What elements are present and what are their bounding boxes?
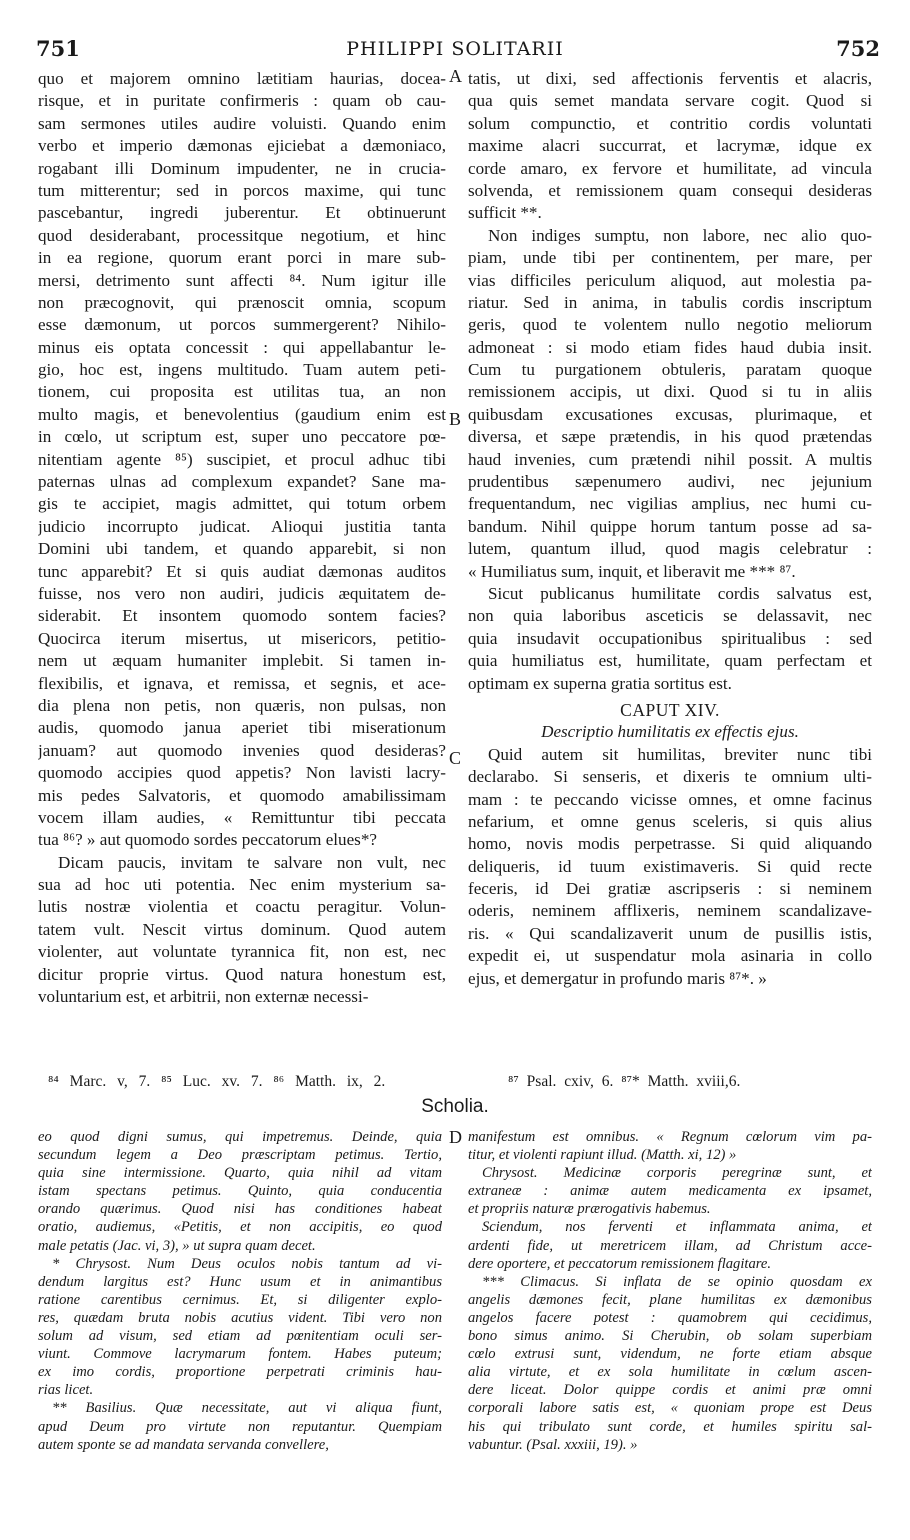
paragraph	[468, 583, 872, 695]
text-line: violenter, aut voluntate tyrannica fit, non est, nec	[38, 942, 446, 962]
text-line: corporali labore satis est, « quoniam prope est Deus	[468, 1400, 872, 1417]
text-line: cœlo extrusi sunt, videndum, ne forte etiam absque	[468, 1346, 872, 1363]
text-line: quia sine intermissione. Quarto, quia nihil ad vitam	[38, 1165, 442, 1182]
text-line: multo magis, et benevolentius (gaudium enim est	[38, 404, 446, 424]
text-line: mis pedes Salvatoris, et quomodo amabilissimam	[38, 785, 446, 805]
text-line: bono simus animo. Si Cherubin, ob solam superbiam	[468, 1328, 872, 1345]
text-line: oderis, neminem afflixeris, neminem scandalizave-	[468, 901, 872, 921]
text-line: riatur. Sed in anima, in tabulis cordis inscriptum	[468, 292, 872, 312]
running-header	[30, 36, 880, 66]
text-line: manifestum est omnibus. « Regnum cœlorum vim pa-	[468, 1129, 872, 1145]
text-line: optimam ex superna gratia sortitus est.	[468, 673, 732, 693]
text-line: vias difficiles periculum aliquod, aut molestia pa-	[468, 270, 872, 290]
text-line: in ea regione, quorum erant porci in mare sub-	[38, 248, 446, 268]
text-line: angelos facere potest : quamobrem qui cecidimus,	[468, 1309, 872, 1326]
text-line: declarabo. Si senseris, et dixeris te omnium ulti-	[468, 767, 872, 787]
text-line: ris. « Qui scandalizaverit unum de pusillis istis,	[468, 923, 872, 943]
text-line: risque, et in puritate confirmeris : quam ob cau-	[38, 91, 446, 111]
text-line: flexibilis, et ignava, et remissa, et segnis, et ace-	[38, 673, 446, 693]
text-line: vabuntur. (Psal. xxxiii, 19). »	[468, 1436, 638, 1453]
text-line: admoneat : si modo etiam fides haud dubia insit.	[468, 337, 872, 357]
text-line: paternas ulnas ad complexum expandet? Sane ma-	[38, 472, 446, 492]
footnote-right: ⁸⁷ Psal. cxiv, 6. ⁸⁷* Matth. xviii,6.	[508, 1073, 741, 1090]
text-line: frequentandum, nec vigilias amplius, nec humi cu-	[468, 494, 872, 514]
text-line: judicio incorrupto judicat. Alioqui justitia tanta	[38, 516, 446, 536]
margin-marker-d: D	[449, 1127, 462, 1147]
text-line: Sicut publicanus humilitate cordis salvatus est,	[488, 583, 872, 603]
text-line: piam, unde tibi per continentem, per mare, per	[468, 248, 872, 268]
scholia-right-column	[468, 1128, 872, 1508]
text-line: viunt. Commove lacrymarum fontem. Habes puteum;	[38, 1346, 442, 1363]
text-line: mersi, detrimento sunt affecti ⁸⁴. Num igitur ille	[38, 270, 446, 290]
text-line: sua ad hoc uti potentia. Nec enim mysterium sa-	[38, 875, 446, 895]
text-line: quod desiderabant, processitque negotium, et hinc	[38, 225, 446, 245]
page-number-right: 752	[836, 36, 880, 61]
text-line: esse dæmonum, ut porcos summergerent? Nihilo-	[38, 315, 446, 335]
text-line: ejus, et demergatur in profundo maris ⁸⁷*. »	[468, 968, 767, 988]
text-line: alia virtute, et ex sola humilitate in cœlum ascen-	[468, 1364, 872, 1381]
text-line: verbo et imperio dæmonas ejiciebat a dæmoniaco,	[38, 136, 446, 156]
text-line: extraneæ : animæ autem medicamenta ex ipsamet,	[468, 1183, 872, 1200]
text-line: Quocirca iterum misertus, ut misericors, petitio-	[38, 628, 446, 648]
chapter-heading: CAPUT XIV.	[620, 699, 720, 720]
text-line: dendum largitus est? Hunc usum et in animantibus	[38, 1273, 442, 1290]
text-line: quia insudavit occupationibus spiritualibus : sed	[468, 628, 872, 648]
text-line: corde amaro, ex fervore et humilitate, ad vincula	[468, 158, 872, 178]
left-text-column	[38, 68, 446, 1070]
text-line: res, quædam bruta nobis acutius vident. Tibi vero non	[38, 1309, 442, 1326]
text-line: tionem, cui proposita est utilitas tua, an non	[38, 382, 446, 402]
text-line: secundum legem a Deo præscriptam petimus. Tertio,	[38, 1147, 442, 1164]
text-line: tunc apparebit? Et si quis audiat dæmonas auditos	[38, 561, 446, 581]
text-line: mam : te peccando vicisse omnes, et omne facinus	[468, 789, 872, 809]
text-line: dicitur proprie virtus. Quod natura honestum est,	[38, 964, 446, 984]
text-line: gis te accipiet, magis admittet, qui totum orbem	[38, 494, 446, 514]
text-line: quibusdam excusationes excusas, plurimaque, et	[468, 404, 872, 424]
text-line: rias licet.	[38, 1382, 94, 1399]
text-line: istam spectans petimus. Quinto, quia conducentia	[38, 1183, 442, 1200]
text-line: his qui tribulato sunt corde, et humiles spiritu sal-	[468, 1418, 872, 1435]
paragraph	[468, 68, 872, 225]
text-line: « Humiliatus sum, inquit, et liberavit me *** ⁸⁷.	[468, 561, 796, 581]
footnotes	[38, 1073, 872, 1097]
text-line: haud invenies, cum prætendi nihil possit. A multis	[468, 449, 872, 469]
text-line: solum compunctio, et contritio cordis voluntati	[468, 113, 872, 133]
text-line: maxime alacri succurrat, et lacrymæ, idque ex	[468, 136, 872, 156]
text-line: Domini ubi tandem, et quando apparebit, si non	[38, 539, 446, 559]
text-line: dere oportere, et peccatorum remissionem flagitare.	[468, 1255, 772, 1272]
running-title: PHILIPPI SOLITARII	[346, 38, 564, 60]
text-line: sam sermones utiles audire voluisti. Quando enim	[38, 113, 446, 133]
text-line: quo et majorem omnino lætitiam haurias, docea-	[38, 69, 446, 88]
scholia-title: Scholia.	[421, 1096, 489, 1117]
text-line: solvenda, et remissionem quam consequi desideras	[468, 180, 872, 200]
text-line: eo quod digni sumus, qui impetremus. Deinde, quia	[38, 1129, 442, 1145]
text-line: minus eis optata concessit : qui appellabantur le-	[38, 337, 446, 357]
text-line: orando quærimus. Quod nisi has conditiones habeat	[38, 1201, 442, 1218]
text-line: ** Basilius. Quæ necessitate, aut vi aliqua fiunt,	[52, 1400, 442, 1417]
text-line: tatis, ut dixi, sed affectionis ferventis et alacris,	[468, 69, 872, 88]
text-line: non quia laboribus asceticis se delassavit, nec	[468, 606, 872, 626]
text-line: feceris, id Dei gratiæ ascripseris : si neminem	[468, 879, 872, 899]
text-line: gio, hoc est, ingens multitudo. Tuam autem peti-	[38, 360, 446, 380]
text-line: Chrysost. Medicinæ corporis peregrinæ sunt, et	[482, 1165, 872, 1182]
text-line: remissionem accipis, ut dixi. Quod si tu in aliis	[468, 382, 872, 402]
text-line: januam? aut quomodo invenies quod desideras?	[38, 740, 446, 760]
text-line: nitentiam agente ⁸⁵) suscipiet, et procul adhuc tibi	[38, 449, 446, 469]
text-line: bandum. Nihil quippe horum tantum posse ad sa-	[468, 516, 872, 536]
scholia-left-column	[38, 1128, 442, 1508]
text-line: homo, novis modis perpetrasse. Si quid aliquando	[468, 834, 872, 854]
text-line: ardenti fide, ut meretricem illam, ad Christum acce-	[468, 1237, 872, 1254]
paragraph	[468, 744, 872, 990]
text-line: audis, quomodo janua aperiet tibi miserationum	[38, 718, 446, 738]
text-line: apud Deum pro virtute non reputantur. Quempiam	[38, 1418, 442, 1435]
margin-marker-a: A	[449, 66, 462, 86]
text-line: non præcognovit, qui prænoscit omnia, scopum	[38, 292, 446, 312]
text-line: in cœlo, ut scriptum est, super uno peccatore pœ-	[38, 427, 446, 447]
text-line: angelis dæmones fecit, plane humilitas ex dæmonibus	[468, 1291, 872, 1308]
text-line: quia humiliatus est, humilitate, quam perfectam et	[468, 651, 872, 671]
text-line: fuisse, nos vero non audiri, judicis æquitatem de-	[38, 583, 446, 603]
text-line: Sciendum, nos ferventi et inflammata anima, et	[482, 1219, 872, 1236]
text-line: rogabant illi Dominum impudenter, ne in crucia-	[38, 158, 446, 178]
text-line: Non indiges sumptu, non labore, nec alio quo-	[488, 225, 872, 245]
text-line: tua ⁸⁶? » aut quomodo sordes peccatorum elues*?	[38, 830, 377, 850]
text-line: tatem vult. Nescit virtus dominum. Quod autem	[38, 919, 446, 939]
text-line: nefarium, et omne genus sceleris, si quis alius	[468, 811, 872, 831]
text-line: autem sponte se ad mandata servanda convellere,	[38, 1436, 329, 1453]
text-line: prudentibus sæpenumero audivi, nec jejunium	[468, 472, 872, 492]
text-line: expedit ei, ut suspendatur mola asinaria in collo	[468, 946, 872, 966]
text-line: oratio, audiemus, «Petitis, et non accipitis, eo quod	[38, 1219, 442, 1236]
text-line: dia plena non petis, non quæris, non pulsas, non	[38, 695, 446, 715]
text-line: quomodo accipies quod appetis? Non lavisti lacry-	[38, 763, 446, 783]
text-line: diversa, et sæpe prætendis, in his quod prætendas	[468, 427, 872, 447]
text-line: dere liceat. Dolor quippe cordis et animi præ omni	[468, 1382, 872, 1399]
right-text-column	[468, 68, 872, 1070]
text-line: sufficit **.	[468, 203, 542, 223]
text-line: qua quis semet mandata servare cogit. Quod si	[468, 91, 872, 111]
text-line: solum ad visum, sed etiam ad pœnitentiam oculi ser-	[38, 1328, 442, 1345]
chapter-subtitle: Descriptio humilitatis ex effectis ejus.	[541, 722, 799, 742]
text-line: siderabit. Et insontem quomodo sontem facies?	[38, 606, 446, 626]
margin-marker-c: C	[449, 748, 462, 768]
text-line: Dicam paucis, invitam te salvare non vult, nec	[58, 852, 446, 872]
text-line: male petatis (Jac. vi, 3), » ut supra quam decet.	[38, 1237, 316, 1254]
text-line: * Chrysost. Num Deus oculos nobis tantum ad vi-	[52, 1255, 442, 1272]
text-line: Cum tu purgationem obtuleris, paratam quoque	[468, 360, 872, 380]
text-line: vocem illam audies, « Remittuntur tibi peccata	[38, 807, 446, 827]
text-line: ex imo cordis, proportione perpetrati criminis hau-	[38, 1364, 442, 1381]
text-line: voluntarium est, et arbitrii, non externæ necessi-	[38, 987, 369, 1007]
text-line: pascebantur, ingredi juberentur. Et obtinuerunt	[38, 203, 446, 223]
text-line: deliqueris, id tuum existimaveris. Si quid recte	[468, 856, 872, 876]
text-line: et propriis naturæ prærogativis habemus.	[468, 1201, 711, 1218]
text-line: titur, et violenti rapiunt illud. (Matth. xi, 12) »	[468, 1147, 737, 1164]
margin-marker-b: B	[449, 409, 462, 429]
footnote-left: ⁸⁴ Marc. v, 7. ⁸⁵ Luc. xv. 7. ⁸⁶ Matth. ix, 2.	[48, 1073, 386, 1090]
text-line: Quid autem sit humilitas, breviter nunc tibi	[488, 744, 872, 764]
page-number-left: 751	[36, 36, 80, 61]
text-line: lutis nostræ violentia et coactu peragitur. Volun-	[38, 897, 446, 917]
text-line: *** Climacus. Si inflata de se opinio quosdam ex	[482, 1273, 872, 1290]
paragraph	[468, 225, 872, 583]
text-line: tum mitterentur; sed in porcos maxime, qui tunc	[38, 180, 446, 200]
text-line: lutem, quantum illud, quod magis celebratur :	[468, 539, 872, 559]
text-line: nem ut æquam humaniter implebit. Si tamen in-	[38, 651, 446, 671]
text-line: geris, quod te volentem nullo negotio meliorum	[468, 315, 872, 335]
text-line: ratione carentibus cernimus. Et, si diligenter explo-	[38, 1291, 442, 1308]
